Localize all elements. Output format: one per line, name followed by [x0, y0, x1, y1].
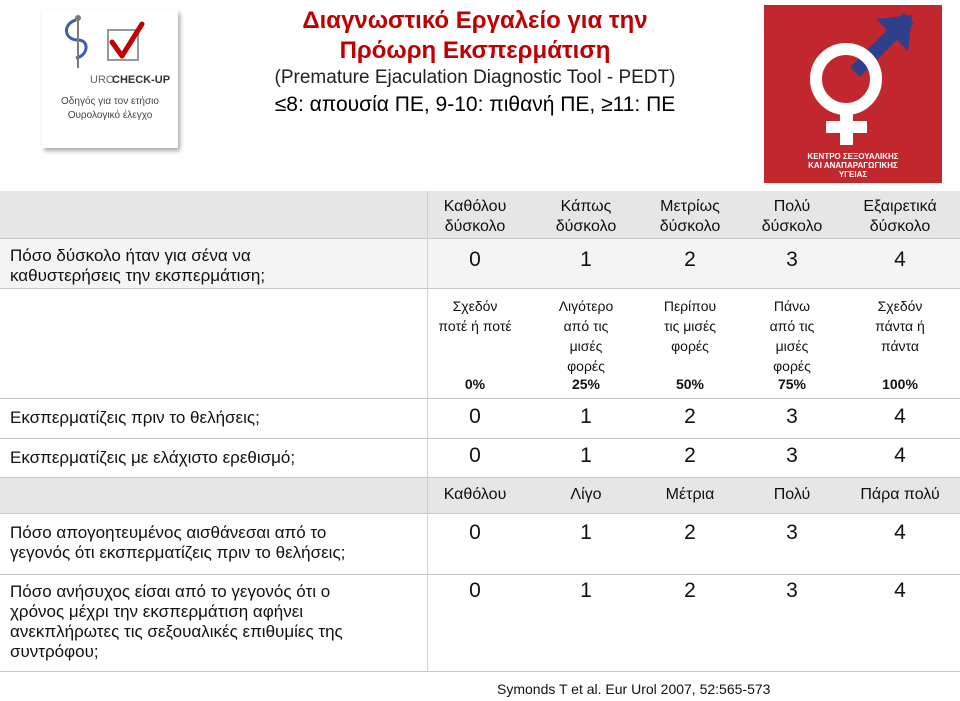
- score-value: 0: [469, 444, 481, 467]
- brand-name: CHECK-UP: [112, 74, 171, 86]
- freq-percent: 75%: [777, 376, 807, 392]
- freq-percent: 0%: [464, 376, 486, 392]
- logo-tagline-2: Ουρολογικό έλεγχο: [67, 110, 153, 121]
- degree-very: Πολύ: [773, 486, 811, 503]
- score-value: 2: [684, 405, 696, 428]
- question-4: Πόσο απογοητευμένος αισθάνεσαι από το γεγονός ότι εκσπερματίζεις πριν το θελήσεις;: [10, 523, 346, 562]
- score-value: 1: [580, 405, 592, 428]
- score-value: 3: [786, 405, 798, 428]
- row-divider: [0, 671, 960, 672]
- score-value: 4: [894, 248, 906, 271]
- freq-less-than-half: Λιγότερο από τις μισές φορές: [558, 298, 614, 374]
- score-value: 3: [786, 579, 798, 602]
- degree-little: Λίγο: [570, 486, 602, 503]
- freq-more-than-half: Πάνω από τις μισές φορές: [769, 298, 815, 374]
- degree-moderate: Μέτρια: [665, 486, 715, 503]
- freq-percent: 25%: [571, 376, 601, 392]
- score-value: 0: [469, 248, 481, 271]
- score-value: 1: [580, 521, 592, 544]
- score-value: 4: [894, 405, 906, 428]
- org-line-1: ΚΕΝΤΡΟ ΣΕΞΟΥΑΛΙΚΗΣ: [807, 152, 899, 161]
- org-line-3: ΥΓΕΙΑΣ: [838, 170, 868, 179]
- score-value: 0: [469, 579, 481, 602]
- degree-none: Καθόλου: [443, 486, 507, 503]
- score-value: 1: [580, 248, 592, 271]
- freq-almost-never: Σχεδόν ποτέ ή ποτέ: [438, 298, 512, 334]
- header-extremely-difficult: Εξαιρετικά δύσκολο: [863, 198, 937, 235]
- score-value: 4: [894, 444, 906, 467]
- question-5: Πόσο ανήσυχος είσαι από το γεγονός ότι ο χρόνος μέχρι την εκσπερμάτιση αφήνει ανεκπλήρωτες τις σεξουαλικές επιθυμίες της συντρόφου;: [10, 582, 343, 661]
- title-line-1: Διαγνωστικό Εργαλείο για την: [302, 7, 648, 34]
- freq-almost-always: Σχεδόν πάντα ή πάντα: [875, 298, 925, 354]
- header-very-difficult: Πολύ δύσκολο: [761, 198, 823, 235]
- freq-percent: 100%: [882, 376, 918, 392]
- freq-percent: 50%: [675, 376, 705, 392]
- uro-checkup-logo: [42, 10, 178, 148]
- header-somewhat-difficult: Κάπως δύσκολο: [555, 198, 617, 235]
- score-value: 1: [580, 444, 592, 467]
- score-cutoffs: ≤8: απουσία ΠΕ, 9-10: πιθανή ΠΕ, ≥11: ΠΕ: [274, 93, 676, 116]
- score-value: 0: [469, 405, 481, 428]
- score-value: 4: [894, 579, 906, 602]
- freq-about-half: Περίπου τις μισές φορές: [663, 298, 717, 354]
- score-value: 3: [786, 248, 798, 271]
- score-value: 4: [894, 521, 906, 544]
- question-1: Πόσο δύσκολο ήταν για σένα να καθυστερήσεις την εκσπερμάτιση;: [10, 246, 266, 285]
- score-value: 1: [580, 579, 592, 602]
- question-2: Εκσπερματίζεις πριν το θελήσεις;: [10, 408, 260, 427]
- sexual-health-center-logo: [764, 5, 942, 183]
- subtitle: (Premature Ejaculation Diagnostic Tool - PEDT): [274, 67, 676, 88]
- row-divider: [0, 477, 960, 478]
- logo-tagline-1: Οδηγός για τον ετήσιο: [61, 96, 159, 107]
- row-divider: [0, 513, 960, 514]
- citation: Symonds T et al. Eur Urol 2007, 52:565-573: [497, 681, 771, 697]
- row-divider: [0, 238, 960, 239]
- score-value: 2: [684, 444, 696, 467]
- pedt-questionnaire-table: [0, 191, 960, 681]
- org-line-2: ΚΑΙ ΑΝΑΠΑΡΑΓΩΓΙΚΗΣ: [808, 161, 898, 170]
- score-value: 0: [469, 521, 481, 544]
- degree-extremely: Πάρα πολύ: [860, 486, 940, 503]
- score-value: 3: [786, 444, 798, 467]
- title-block: [190, 6, 760, 120]
- caduceus-checkmark-icon: [42, 10, 178, 74]
- row-divider: [0, 438, 960, 439]
- score-value: 2: [684, 248, 696, 271]
- score-value: 2: [684, 521, 696, 544]
- header-not-difficult: Καθόλου δύσκολο: [443, 198, 507, 235]
- score-value: 2: [684, 579, 696, 602]
- organization-name: [764, 152, 942, 179]
- row-divider: [0, 288, 960, 289]
- row-divider: [0, 398, 960, 399]
- header-moderately-difficult: Μετρίως δύσκολο: [659, 198, 721, 235]
- row-divider: [0, 574, 960, 575]
- question-3: Εκσπερματίζεις με ελάχιστο ερεθισμό;: [10, 448, 296, 467]
- brand-prefix: URO: [90, 74, 115, 86]
- gender-symbol-icon: [764, 5, 942, 150]
- score-value: 3: [786, 521, 798, 544]
- title-line-2: Πρόωρη Εκσπερμάτιση: [339, 37, 611, 64]
